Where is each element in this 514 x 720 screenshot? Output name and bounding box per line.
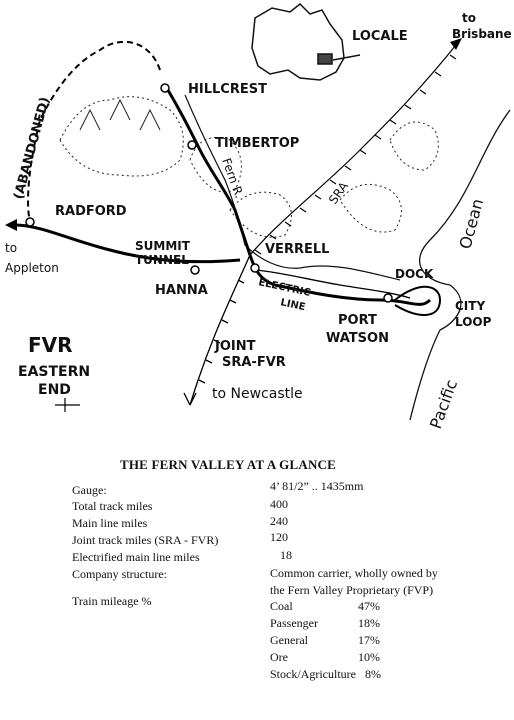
label-radford: RADFORD	[55, 204, 127, 219]
mileage-type: Ore	[270, 650, 288, 664]
label-dock: DOCK	[395, 267, 434, 281]
label-to-appleton: to	[5, 241, 18, 255]
label-line: LINE	[279, 297, 307, 314]
mileage-pct: 18%	[358, 616, 380, 630]
label-port: PORT	[338, 313, 377, 328]
row-value-electrified: 18	[280, 548, 292, 562]
label-to-brisbane: to	[462, 11, 476, 25]
label-fvr: FVR	[28, 333, 73, 357]
label-sra: SRA	[325, 179, 352, 207]
main-lines	[15, 85, 430, 304]
coastline	[410, 110, 510, 420]
summary-table	[0, 455, 514, 715]
row-value-company: Common carrier, wholly owned by	[270, 566, 438, 580]
australia-inset	[252, 4, 360, 80]
row-label-gauge: Gauge:	[72, 483, 107, 497]
row-value-gauge: 4’ 81/2” .. 1435mm	[270, 479, 364, 493]
mileage-pct: 47%	[358, 599, 380, 613]
label-eastern: EASTERN	[18, 364, 91, 380]
row-label-electrified: Electrified main line miles	[72, 550, 200, 564]
row-value-main: 240	[270, 514, 288, 528]
label-pacific: Pacific	[425, 377, 462, 432]
row-value-company-2: the Fern Valley Proprietary (FVP)	[270, 583, 434, 597]
label-city: CITY	[455, 299, 486, 313]
mileage-type: Stock/Agriculture	[270, 667, 356, 681]
label-tunnel: TUNNEL	[135, 253, 189, 267]
row-label-joint: Joint track miles (SRA - FVR)	[72, 533, 219, 547]
mileage-pct: 17%	[358, 633, 380, 647]
label-sra-fvr: SRA-FVR	[222, 355, 286, 370]
label-hillcrest: HILLCREST	[188, 82, 267, 97]
mileage-type: General	[270, 633, 308, 647]
row-label-company: Company structure:	[72, 567, 167, 581]
label-verrell: VERRELL	[265, 242, 330, 257]
row-label-main: Main line miles	[72, 516, 148, 530]
label-end: END	[38, 382, 71, 398]
label-timbertop: TIMBERTOP	[215, 136, 300, 151]
label-abandoned: (ABANDONED)	[11, 95, 54, 202]
mileage-type: Coal	[270, 599, 293, 613]
row-value-total: 400	[270, 497, 288, 511]
mileage-pct: 10%	[358, 650, 380, 664]
compass-icon	[55, 398, 80, 412]
arrow-appleton	[5, 219, 17, 231]
label-locale: LOCALE	[352, 29, 408, 44]
table-title: THE FERN VALLEY AT A GLANCE	[120, 457, 336, 472]
mileage-type: Passenger	[270, 616, 318, 630]
label-loop: LOOP	[455, 315, 492, 329]
joint-line	[184, 255, 250, 405]
label-electric: ELECTRIC	[257, 277, 312, 299]
abandoned-line	[28, 42, 160, 222]
label-watson: WATSON	[326, 331, 389, 346]
train-mileage-label: Train mileage %	[72, 594, 152, 608]
label-brisbane: Brisbane	[452, 27, 512, 41]
row-label-total: Total track miles	[72, 499, 153, 513]
label-to-newcastle: to Newcastle	[212, 386, 303, 402]
label-fern-river: Fern R.	[219, 156, 247, 201]
label-summit: SUMMIT	[135, 239, 190, 253]
label-joint: JOINT	[215, 339, 256, 354]
label-appleton: Appleton	[5, 261, 59, 275]
label-ocean: Ocean	[455, 196, 488, 252]
mileage-pct: 8%	[365, 667, 381, 681]
row-value-joint: 120	[270, 530, 288, 544]
label-hanna: HANNA	[155, 283, 208, 298]
